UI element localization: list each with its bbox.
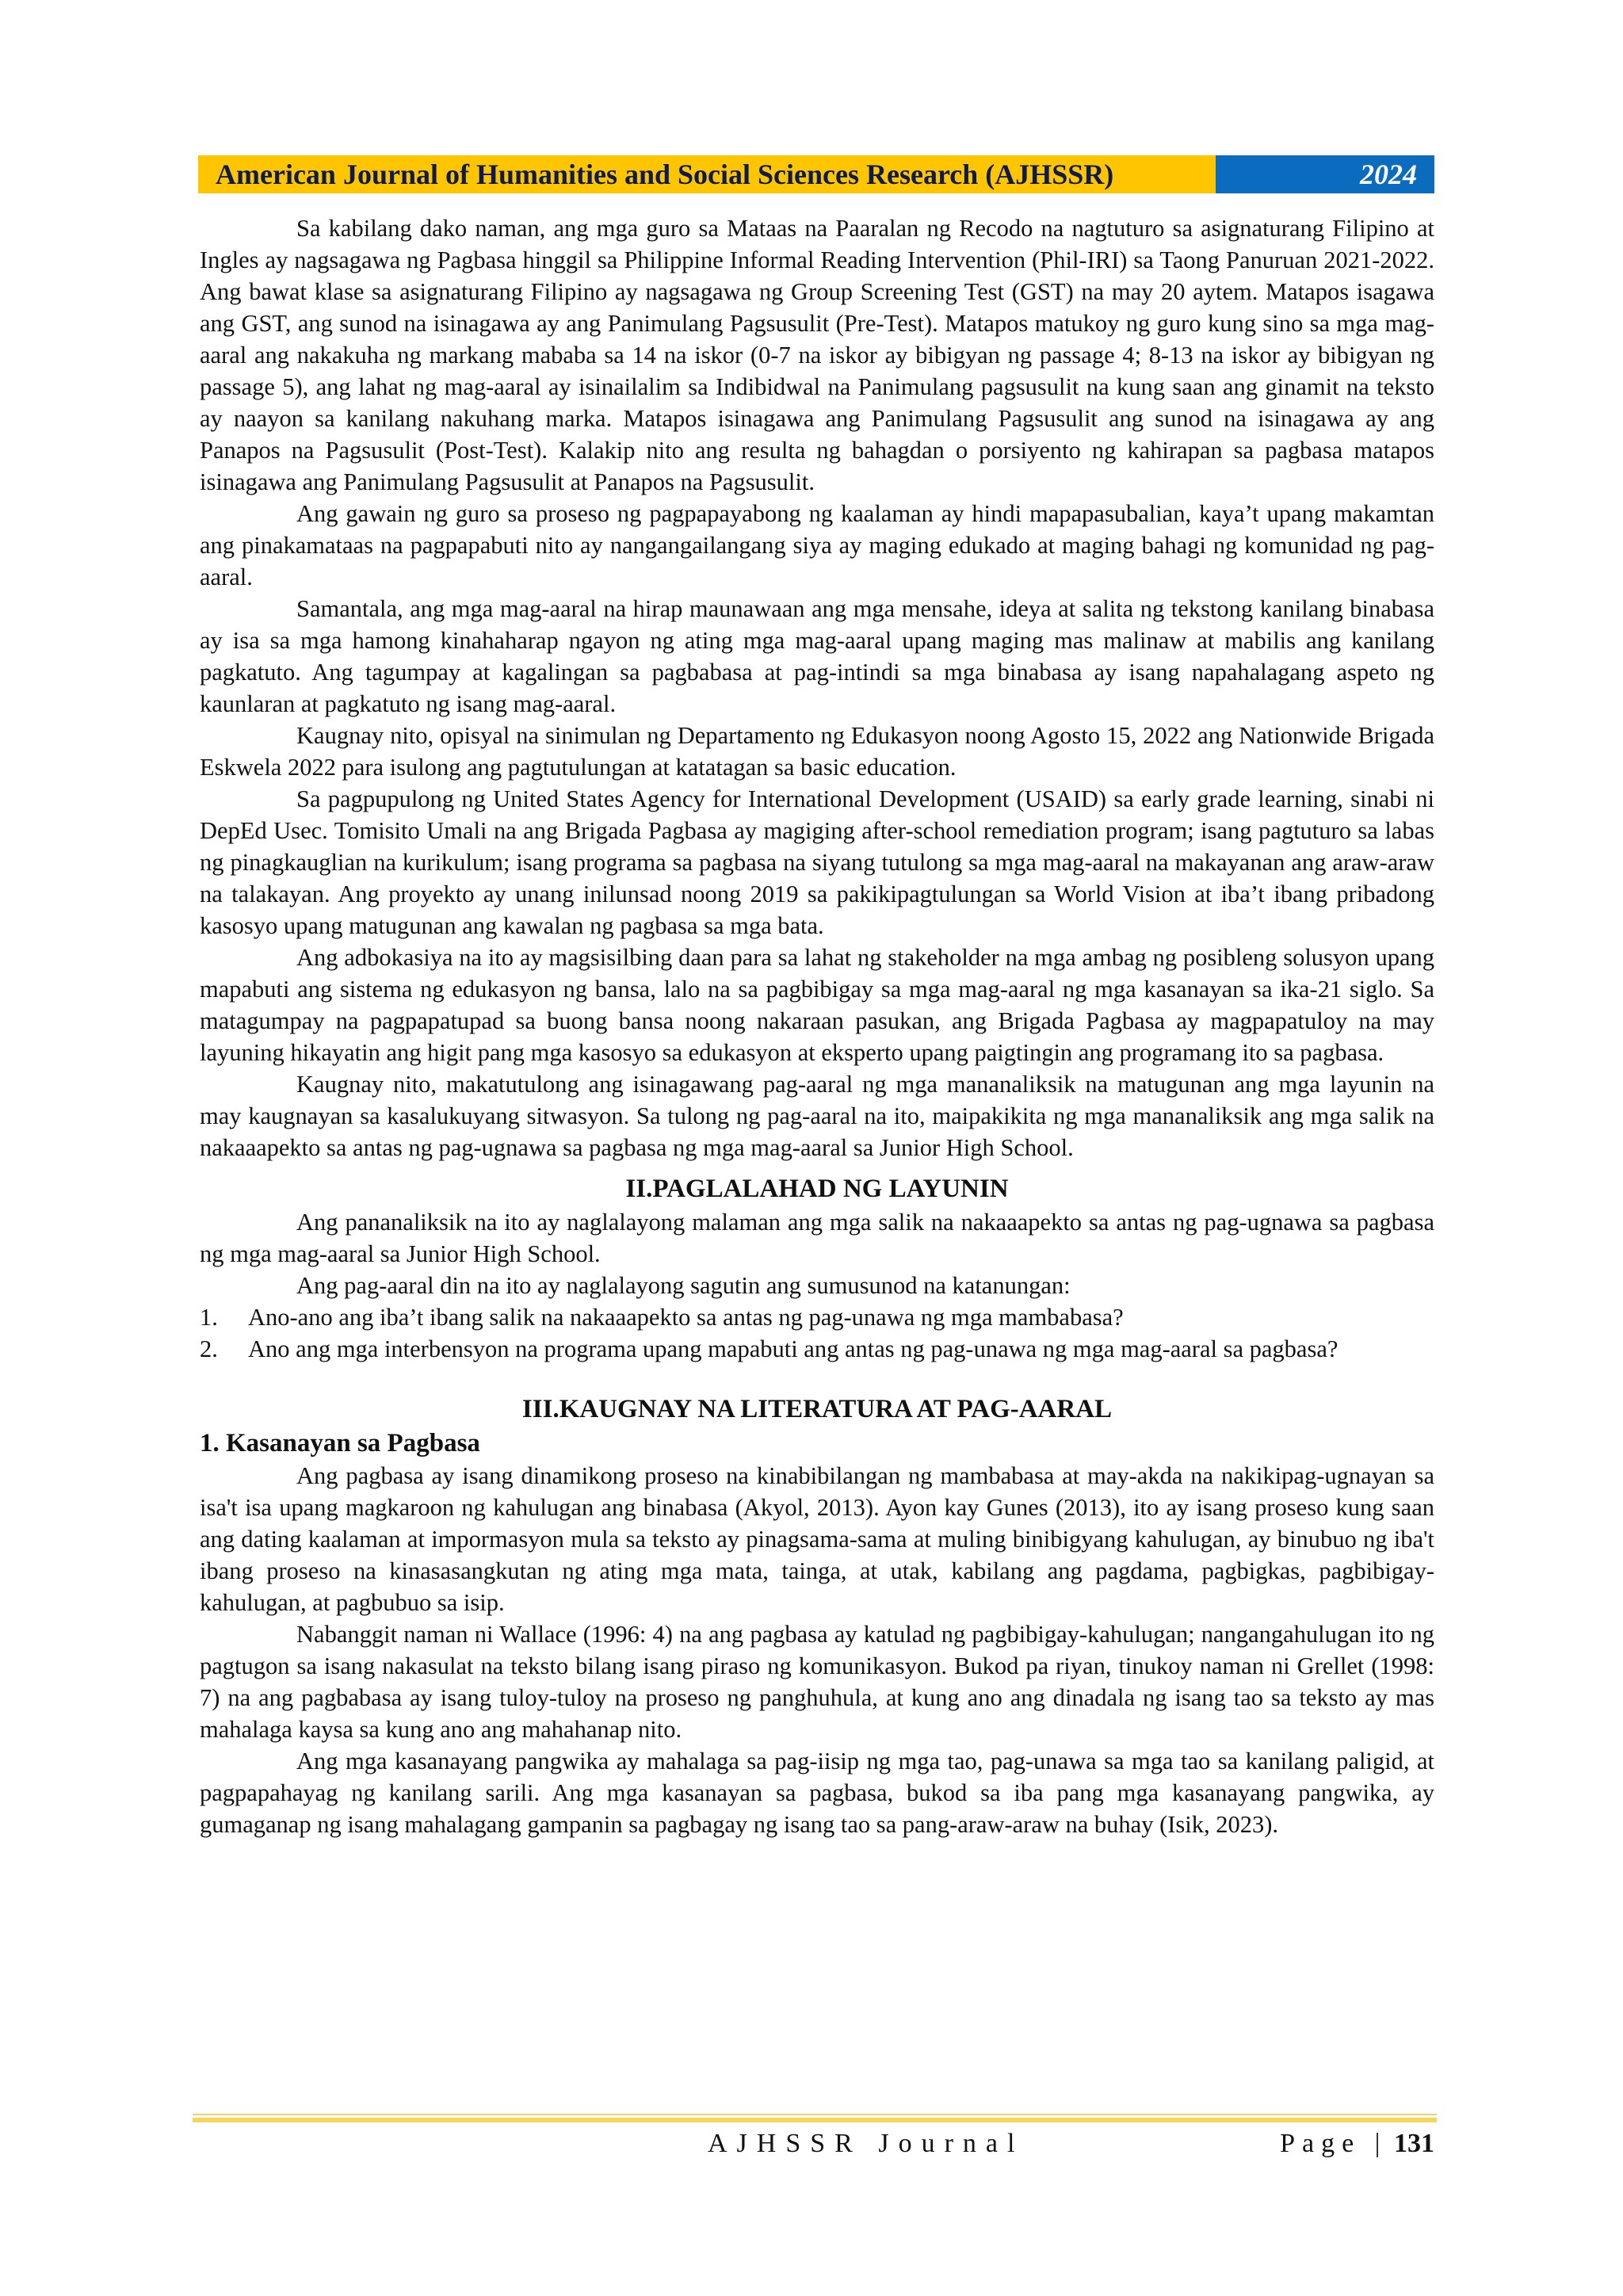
page-label: Page |: [1280, 2129, 1388, 2158]
paragraph: Sa kabilang dako naman, ang mga guro sa Mataas na Paaralan ng Recodo na nagtuturo sa asignaturang Filipino at Ingles ay nagsagawa ng Pagbasa hinggil sa Philippine Informal Reading Intervention (Phil-IRI) sa Taong Panuruan 2021-2022. Ang bawat klase sa asignaturang Filipino ay nagsagawa ng Group Screening Test (GST) na may 20 aytem. Matapos isagawa ang GST, ang sunod na isinagawa ay ang Panimulang Pagsusulit (Pre-Test). Matapos matukoy ng guro kung sino sa mga mag-aaral ang nakakuha ng markang mababa sa 14 na iskor (0-7 na iskor ay bibigyan ng passage 4; 8-13 na iskor ay bibigyan ng passage 5), ang lahat ng mag-aaral ay isinailalim sa Indibidwal na Panimulang pagsusulit na kung saan ang ginamit na teksto ay naayon sa kanilang nakuhang marka. Matapos isinagawa ang Panimulang Pagsusulit ang sunod na isinagawa ay ang Panapos na Pagsusulit (Post-Test). Kalakip nito ang resulta ng bahagdan o porsiyento ng kahirapan sa pagbasa matapos isinagawa ang Panimulang Pagsusulit at Panapos na Pagsusulit.: [200, 215, 1434, 495]
page-number: 131: [1394, 2129, 1434, 2158]
journal-title: American Journal of Humanities and Social Sciences Research (AJHSSR): [198, 155, 1216, 193]
paragraph: Kaugnay nito, makatutulong ang isinagawang pag-aaral ng mga mananaliksik na matugunan ang mga layunin na may kaugnayan sa kasalukuyang sitwasyon. Sa tulong ng pag-aaral na ito, maipakikita ng mga mananaliksik ang mga salik na nakaaapekto sa antas ng pag-ugnawa sa pagbasa ng mga mag-aaral sa Junior High School.: [200, 1071, 1434, 1161]
list-number: 1.: [200, 1304, 218, 1331]
section-heading-literatura: III.KAUGNAY NA LITERATURA AT PAG-AARAL: [521, 1395, 1113, 1423]
paragraph: Samantala, ang mga mag-aaral na hirap maunawaan ang mga mensahe, ideya at salita ng tekstong kanilang binabasa ay isa sa mga hamong kinahaharap ngayon ng ating mga mag-aaral upang maging mas malinaw at mabilis ang kanilang pagkatuto. Ang tagumpay at kagalingan sa pagbabasa at pag-intindi sa mga binabasa ay isang napahalagang aspeto ng kaunlaran at pagkatuto ng isang mag-aaral.: [200, 595, 1434, 717]
list-number: 2.: [200, 1335, 218, 1362]
paragraph: Ang mga kasanayang pangwika ay mahalaga sa pag-iisip ng mga tao, pag-unawa sa mga tao sa kanilang paligid, at pagpapahayag ng kanilang sarili. Ang mga kasanayan sa pagbasa, bukod sa iba pang mga kasanayang pangwika, ay gumaganap ng isang mahalagang gampanin sa pagbagay ng isang tao sa pang-araw-araw na buhay (Isik, 2023).: [200, 1748, 1434, 1838]
research-questions-list: [200, 1301, 1434, 1365]
journal-header: [198, 155, 1434, 193]
list-item-text: Ano-ano ang iba’t ibang salik na nakaaapekto sa antas ng pag-unawa ng mga mambabasa?: [248, 1304, 1124, 1331]
paragraph: Kaugnay nito, opisyal na sinimulan ng Departamento ng Edukasyon noong Agosto 15, 2022 ang Nationwide Brigada Eskwela 2022 para isulong ang pagtutulungan at katatagan sa basic education.: [200, 722, 1434, 781]
paragraph: Ang gawain ng guro sa proseso ng pagpapayabong ng kaalaman ay hindi mapapasubalian, kaya’t upang makamtan ang pinakamataas na pagpapabuti nito ay nangangailangang siya ay maging edukado at maging bahagi ng komunidad ng pag-aaral.: [200, 500, 1434, 590]
paragraph: Ang adbokasiya na ito ay magsisilbing daan para sa lahat ng stakeholder na mga ambag ng posibleng solusyon upang mapabuti ang sistema ng edukasyon ng bansa, lalo na sa pagbibigay sa mga mag-aaral ng mga kasanayan sa ika-21 siglo. Sa matagumpay na pagpapatupad sa buong bansa noong nakaraan pasukan, ang Brigada Pagbasa ay magpapatuloy na may layuning hikayatin ang higit pang mga kasosyo sa edukasyon at eksperto upang paigtingin ang programang ito sa pagbasa.: [200, 944, 1434, 1066]
section-spacer: [200, 1365, 1434, 1392]
section-heading-layunin: II.PAGLALAHAD NG LAYUNIN: [625, 1175, 1009, 1203]
footer-page-number: [1280, 2126, 1434, 2161]
footer-journal-name: AJHSSR Journal: [708, 2129, 1025, 2158]
paragraph: Ang pag-aaral din na ito ay naglalayong sagutin ang sumusunod na katanungan:: [296, 1272, 1071, 1299]
subsection-heading: 1. Kasanayan sa Pagbasa: [200, 1429, 480, 1457]
paragraph: Sa pagpupulong ng United States Agency for International Development (USAID) sa early grade learning, sinabi ni DepEd Usec. Tomisito Umali na ang Brigada Pagbasa ay magiging after-school remediation program; isang pagtuturo sa labas ng pinagkauglian na kurikulum; isang programa sa pagbasa na siyang tutulong sa mga mag-aaral na makayanan ang araw-araw na talakayan. Ang proyekto ay unang inilunsad noong 2019 sa pakikipagtulungan sa World Vision at iba’t ibang pribadong kasosyo upang matugunan ang kawalan ng pagbasa sa mga bata.: [200, 785, 1434, 939]
journal-year: 2024: [1216, 155, 1434, 193]
list-item: [200, 1301, 1434, 1333]
paragraph: Nabanggit naman ni Wallace (1996: 4) na ang pagbasa ay katulad ng pagbibigay-kahulugan; nangangahulugan ito ng pagtugon sa isang nakasulat na teksto bilang isang piraso ng komunikasyon. Bukod pa riyan, tinukoy naman ni Grellet (1998: 7) na ang pagbabasa ay isang tuloy-tuloy na proseso ng panghuhula, at kung ano ang dinadala ng isang tao sa teksto ay mas mahalaga kaysa sa kung ano ang mahahanap nito.: [200, 1621, 1434, 1743]
footer-divider-thin: [193, 2114, 1437, 2115]
paragraph: Ang pananaliksik na ito ay naglalayong malaman ang mga salik na nakaaapekto sa antas ng pag-ugnawa sa pagbasa ng mga mag-aaral sa Junior High School.: [200, 1209, 1434, 1267]
article-body: [200, 212, 1434, 1840]
list-item: [200, 1333, 1434, 1365]
list-item-text: Ano ang mga interbensyon na programa upang mapabuti ang antas ng pag-unawa ng mga mag-aaral sa pagbasa?: [248, 1335, 1338, 1362]
footer-divider: [193, 2118, 1437, 2122]
paragraph: Ang pagbasa ay isang dinamikong proseso na kinabibilangan ng mambabasa at may-akda na nakikipag-ugnayan sa isa't isa upang magkaroon ng kahulugan ang binabasa (Akyol, 2013). Ayon kay Gunes (2013), ito ay isang proseso kung saan ang dating kaalaman at impormasyon mula sa teksto ay pinagsama-sama at muling binibigyang kahulugan, ay binubuo ng iba't ibang proseso na kinasasangkutan ng ating mga mata, tainga, at utak, kabilang ang pagdama, pagbigkas, pagbibigay-kahulugan, at pagbubuo sa isip.: [200, 1462, 1434, 1616]
